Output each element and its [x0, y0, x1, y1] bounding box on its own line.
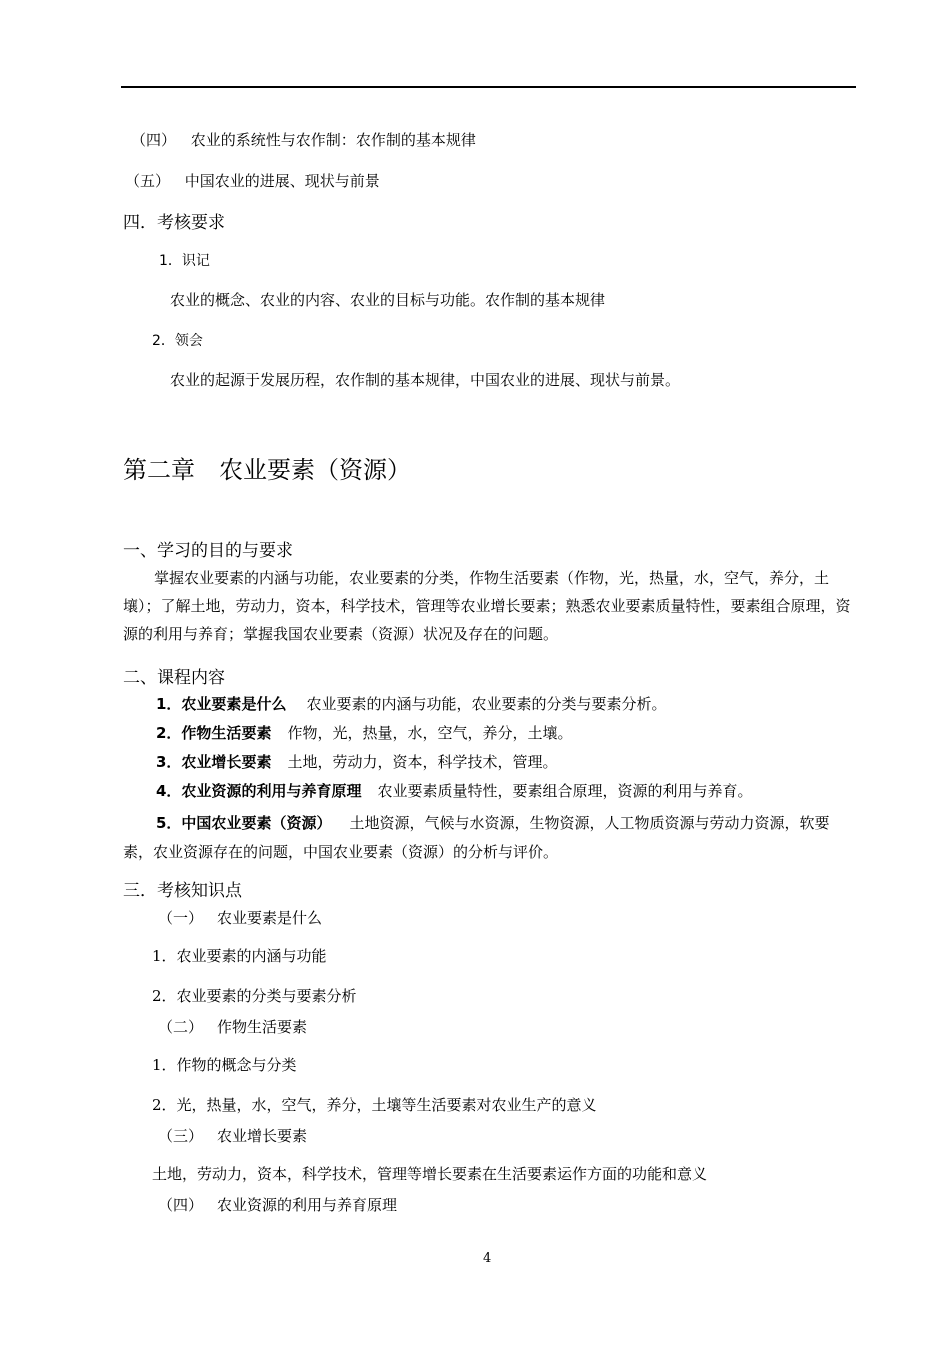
page-number: 4 [483, 1251, 492, 1266]
item-text: 农作制的基本规律 [355, 131, 476, 149]
item-title: 中国农业的进展、现状与前景 [184, 172, 380, 190]
group-label: （四） [158, 1196, 204, 1214]
group-title: 作物生活要素 [217, 1018, 308, 1036]
header-rule [121, 86, 856, 88]
item-text: 作物，光，热量，水，空气，养分，土壤。 [287, 724, 573, 742]
item-label: 2．作物生活要素 [156, 724, 272, 742]
content-item-5 [123, 809, 858, 867]
chapter-title: 第二章 农业要素（资源） [123, 456, 411, 484]
group-heading [158, 1125, 307, 1146]
item-label: 4．农业资源的利用与养育原理 [156, 782, 362, 800]
group-label: （三） [158, 1127, 204, 1145]
group-label: （一） [158, 909, 204, 927]
group-label: （二） [158, 1018, 204, 1036]
item-title: 农业的系统性与农作制： [190, 131, 356, 149]
content-item-1 [156, 693, 666, 714]
group-title: 农业增长要素 [217, 1127, 308, 1145]
item-label: 5．中国农业要素（资源） [156, 814, 332, 832]
sub-heading: 2．领会 [152, 333, 203, 349]
item-label: 1．农业要素是什么 [156, 695, 287, 713]
content-item-2 [156, 722, 572, 743]
item-label: （五） [125, 172, 171, 190]
list-item-5 [125, 170, 380, 191]
item-text: 农业要素的内涵与功能，农业要素的分类与要素分析。 [306, 695, 667, 713]
group-heading [158, 1016, 307, 1037]
content-item-4 [156, 780, 752, 801]
group-heading [158, 907, 322, 928]
content-item-3 [156, 751, 557, 772]
sub-heading: 1．识记 [159, 253, 210, 269]
group-title: 农业资源的利用与养育原理 [217, 1196, 398, 1214]
list-item: 1．农业要素的内涵与功能 [152, 947, 327, 965]
group-heading [158, 1194, 397, 1215]
section-heading: 一、学习的目的与要求 [123, 541, 293, 561]
list-item-4 [131, 129, 476, 150]
list-item: 土地，劳动力，资本，科学技术，管理等增长要素在生活要素运作方面的功能和意义 [152, 1165, 708, 1183]
section-heading: 四．考核要求 [123, 213, 225, 233]
list-item: 2．光，热量，水，空气，养分，土壤等生活要素对农业生产的意义 [152, 1096, 597, 1114]
list-item: 1．作物的概念与分类 [152, 1056, 297, 1074]
group-title: 农业要素是什么 [217, 909, 323, 927]
paragraph: 掌握农业要素的内涵与功能，农业要素的分类，作物生活要素（作物，光，热量，水，空气，养分，土壤）；了解土地，劳动力，资本，科学技术，管理等农业增长要素；熟悉农业要素质量特性，要素组合原理，资源的利用与养育；掌握我国农业要素（资源）状况及存在的问题。 [123, 569, 851, 643]
item-text: 土地资源，气候与水资源，生物资源，人工物质资源与劳动力资源，软要素，农业资源存在的问题，中国农业要素（资源）的分析与评价。 [123, 814, 830, 861]
section-heading: 二、课程内容 [123, 668, 225, 688]
section-heading: 三．考核知识点 [123, 881, 242, 901]
list-item: 2．农业要素的分类与要素分析 [152, 987, 357, 1005]
item-text: 农业要素质量特性，要素组合原理，资源的利用与养育。 [377, 782, 753, 800]
paragraph: 农业的概念、农业的内容、农业的目标与功能。农作制的基本规律 [170, 291, 606, 309]
item-text: 土地，劳动力，资本，科学技术，管理。 [287, 753, 558, 771]
item-label: （四） [131, 131, 177, 149]
item-label: 3．农业增长要素 [156, 753, 272, 771]
paragraph: 农业的起源于发展历程，农作制的基本规律，中国农业的进展、现状与前景。 [170, 371, 681, 389]
